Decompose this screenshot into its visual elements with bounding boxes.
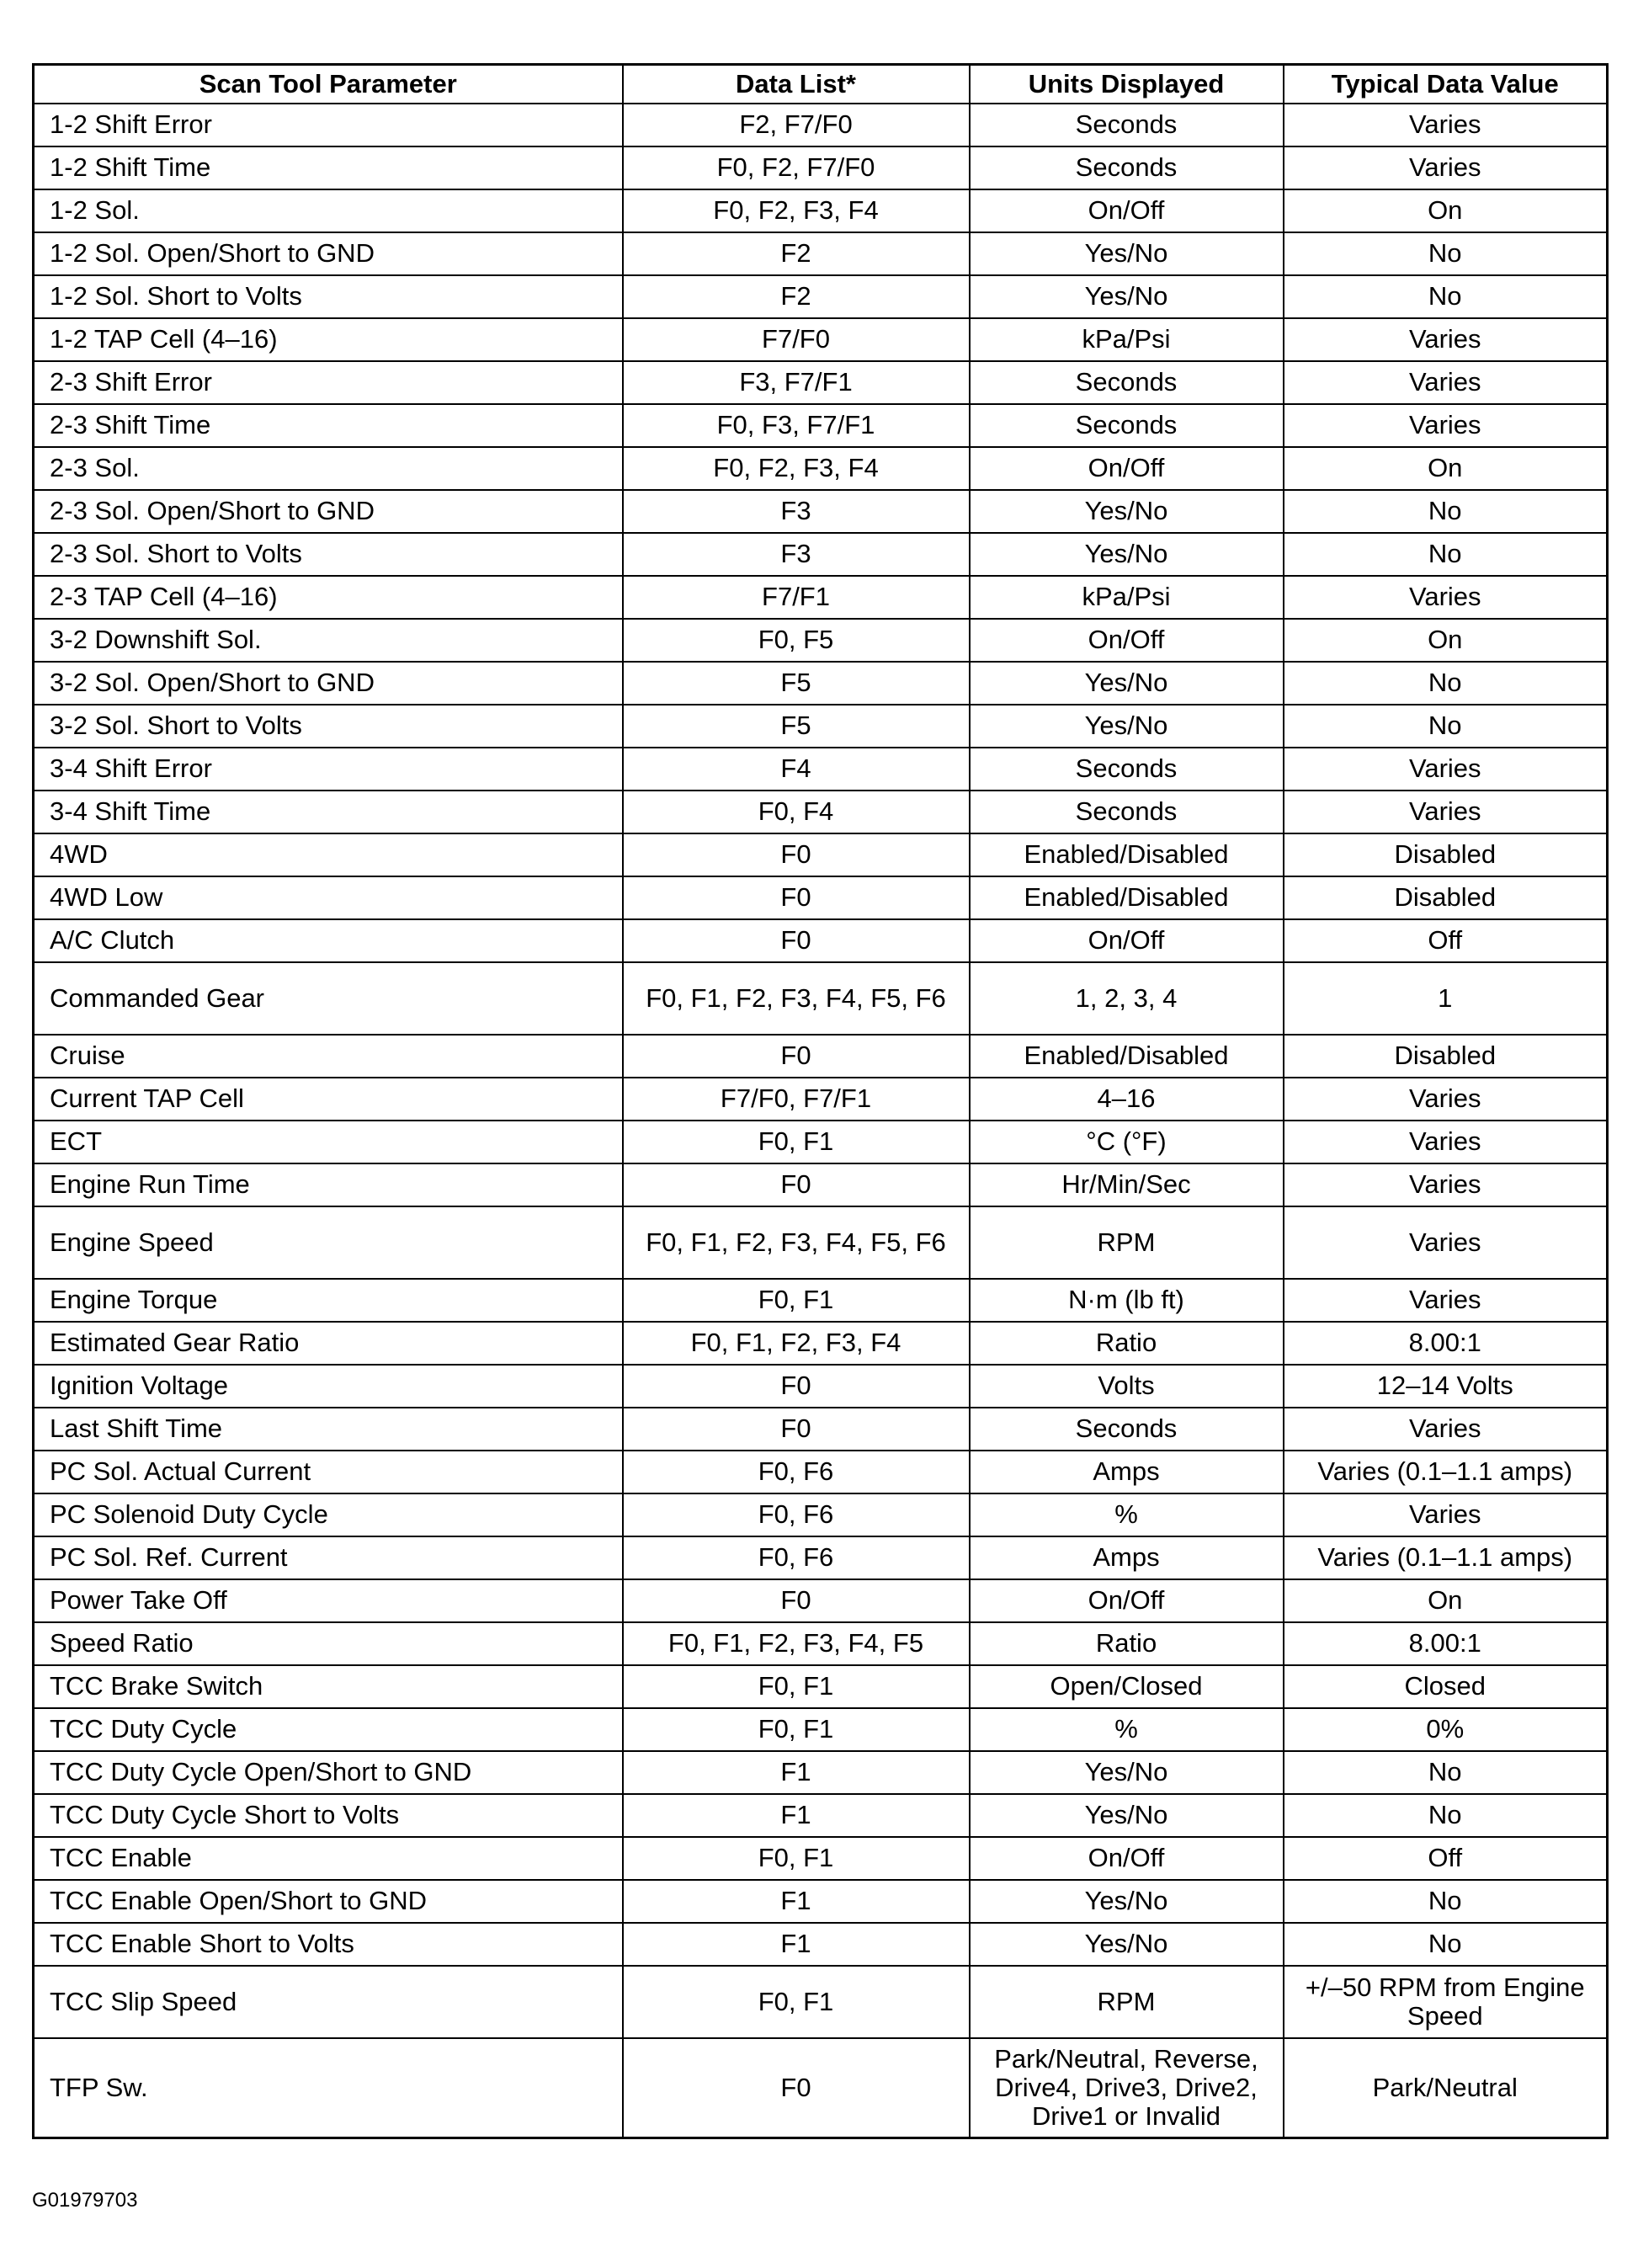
cell-units: Enabled/Disabled	[970, 833, 1284, 876]
cell-typical-value: Varies	[1284, 1279, 1608, 1322]
cell-units: %	[970, 1708, 1284, 1751]
cell-typical-value: Varies (0.1–1.1 amps)	[1284, 1536, 1608, 1579]
cell-data-list: F0	[623, 919, 970, 962]
cell-typical-value: Varies	[1284, 576, 1608, 619]
cell-typical-value: 12–14 Volts	[1284, 1365, 1608, 1408]
cell-typical-value: Disabled	[1284, 876, 1608, 919]
cell-units: 1, 2, 3, 4	[970, 962, 1284, 1035]
cell-units: Yes/No	[970, 533, 1284, 576]
cell-data-list: F2	[623, 275, 970, 318]
cell-parameter: 3-4 Shift Error	[34, 748, 623, 791]
cell-typical-value: No	[1284, 1923, 1608, 1966]
cell-typical-value: 8.00:1	[1284, 1322, 1608, 1365]
cell-typical-value: 8.00:1	[1284, 1622, 1608, 1665]
cell-data-list: F0, F1, F2, F3, F4, F5, F6	[623, 962, 970, 1035]
cell-data-list: F1	[623, 1794, 970, 1837]
cell-units: Yes/No	[970, 1880, 1284, 1923]
cell-parameter: Cruise	[34, 1035, 623, 1078]
cell-data-list: F7/F0	[623, 318, 970, 361]
cell-typical-value: Varies	[1284, 361, 1608, 404]
table-row	[34, 919, 1608, 962]
cell-units: N·m (lb ft)	[970, 1279, 1284, 1322]
table-row	[34, 1408, 1608, 1451]
cell-typical-value: No	[1284, 232, 1608, 275]
cell-typical-value: No	[1284, 1751, 1608, 1794]
table-row	[34, 791, 1608, 833]
cell-units: Yes/No	[970, 1923, 1284, 1966]
cell-typical-value: Closed	[1284, 1665, 1608, 1708]
table-row	[34, 619, 1608, 662]
table-row	[34, 1451, 1608, 1493]
cell-units: Yes/No	[970, 275, 1284, 318]
cell-parameter: Commanded Gear	[34, 962, 623, 1035]
cell-parameter: 1-2 Shift Error	[34, 104, 623, 146]
cell-data-list: F1	[623, 1923, 970, 1966]
cell-typical-value: No	[1284, 1880, 1608, 1923]
header-units-displayed: Units Displayed	[970, 65, 1284, 104]
cell-data-list: F3, F7/F1	[623, 361, 970, 404]
cell-data-list: F0	[623, 876, 970, 919]
cell-parameter: A/C Clutch	[34, 919, 623, 962]
cell-data-list: F0, F1	[623, 1279, 970, 1322]
table-row	[34, 576, 1608, 619]
cell-data-list: F0	[623, 1408, 970, 1451]
cell-typical-value: Varies	[1284, 1493, 1608, 1536]
cell-data-list: F0, F6	[623, 1536, 970, 1579]
table-row	[34, 490, 1608, 533]
figure-id-caption: G01979703	[32, 2189, 138, 2212]
table-row	[34, 2038, 1608, 2138]
cell-parameter: Engine Torque	[34, 1279, 623, 1322]
cell-units: On/Off	[970, 619, 1284, 662]
cell-parameter: 3-4 Shift Time	[34, 791, 623, 833]
table-row	[34, 1579, 1608, 1622]
table-row	[34, 1322, 1608, 1365]
cell-parameter: Speed Ratio	[34, 1622, 623, 1665]
cell-typical-value: 1	[1284, 962, 1608, 1035]
cell-typical-value: Varies	[1284, 104, 1608, 146]
cell-units: kPa/Psi	[970, 318, 1284, 361]
cell-parameter: 4WD Low	[34, 876, 623, 919]
cell-units: Hr/Min/Sec	[970, 1163, 1284, 1206]
cell-parameter: 1-2 Sol.	[34, 189, 623, 232]
cell-data-list: F0	[623, 1579, 970, 1622]
cell-parameter: 3-2 Sol. Short to Volts	[34, 705, 623, 748]
cell-parameter: 2-3 Shift Error	[34, 361, 623, 404]
table-row	[34, 1536, 1608, 1579]
cell-parameter: TCC Enable Open/Short to GND	[34, 1880, 623, 1923]
cell-units: Amps	[970, 1451, 1284, 1493]
cell-typical-value: No	[1284, 490, 1608, 533]
cell-parameter: TCC Slip Speed	[34, 1966, 623, 2038]
cell-parameter: ECT	[34, 1121, 623, 1163]
cell-data-list: F0, F6	[623, 1493, 970, 1536]
table-row	[34, 533, 1608, 576]
cell-units: On/Off	[970, 919, 1284, 962]
table-row	[34, 447, 1608, 490]
cell-data-list: F0	[623, 1035, 970, 1078]
table-row	[34, 1622, 1608, 1665]
table-row	[34, 275, 1608, 318]
cell-units: kPa/Psi	[970, 576, 1284, 619]
cell-units: Seconds	[970, 791, 1284, 833]
cell-units: On/Off	[970, 189, 1284, 232]
cell-parameter: Ignition Voltage	[34, 1365, 623, 1408]
cell-parameter: 1-2 Shift Time	[34, 146, 623, 189]
header-data-list: Data List*	[623, 65, 970, 104]
header-typical-data-value: Typical Data Value	[1284, 65, 1608, 104]
cell-parameter: Engine Run Time	[34, 1163, 623, 1206]
cell-data-list: F0, F6	[623, 1451, 970, 1493]
cell-data-list: F0	[623, 1163, 970, 1206]
table-row	[34, 1665, 1608, 1708]
cell-parameter: PC Solenoid Duty Cycle	[34, 1493, 623, 1536]
cell-typical-value: Varies	[1284, 1163, 1608, 1206]
cell-data-list: F0, F5	[623, 619, 970, 662]
cell-units: Park/Neutral, Reverse, Drive4, Drive3, Drive2, Drive1 or Invalid	[970, 2038, 1284, 2138]
cell-typical-value: +/–50 RPM from Engine Speed	[1284, 1966, 1608, 2038]
table-header-row	[34, 65, 1608, 104]
cell-data-list: F0, F1, F2, F3, F4, F5	[623, 1622, 970, 1665]
cell-units: Seconds	[970, 748, 1284, 791]
table-row	[34, 232, 1608, 275]
cell-typical-value: No	[1284, 533, 1608, 576]
cell-units: Yes/No	[970, 490, 1284, 533]
table-body	[34, 104, 1608, 2138]
cell-units: Yes/No	[970, 705, 1284, 748]
table-row	[34, 1206, 1608, 1279]
header-scan-tool-parameter: Scan Tool Parameter	[34, 65, 623, 104]
cell-units: Yes/No	[970, 232, 1284, 275]
cell-data-list: F0	[623, 2038, 970, 2138]
cell-data-list: F0, F1	[623, 1121, 970, 1163]
cell-data-list: F0, F1, F2, F3, F4	[623, 1322, 970, 1365]
cell-units: Enabled/Disabled	[970, 876, 1284, 919]
table-row	[34, 1279, 1608, 1322]
cell-data-list: F5	[623, 662, 970, 705]
cell-parameter: 4WD	[34, 833, 623, 876]
cell-data-list: F0, F1	[623, 1966, 970, 2038]
table-row	[34, 361, 1608, 404]
table-row	[34, 705, 1608, 748]
cell-parameter: 1-2 TAP Cell (4–16)	[34, 318, 623, 361]
cell-parameter: Last Shift Time	[34, 1408, 623, 1451]
cell-typical-value: Varies	[1284, 791, 1608, 833]
table-row	[34, 1365, 1608, 1408]
scan-tool-parameter-table	[32, 63, 1609, 2139]
table-row	[34, 1078, 1608, 1121]
cell-typical-value: Disabled	[1284, 1035, 1608, 1078]
cell-typical-value: No	[1284, 662, 1608, 705]
cell-typical-value: On	[1284, 447, 1608, 490]
cell-typical-value: Varies	[1284, 146, 1608, 189]
cell-data-list: F0	[623, 833, 970, 876]
cell-units: On/Off	[970, 447, 1284, 490]
cell-data-list: F0, F2, F3, F4	[623, 447, 970, 490]
cell-data-list: F0, F1	[623, 1665, 970, 1708]
table-row	[34, 404, 1608, 447]
cell-units: On/Off	[970, 1579, 1284, 1622]
cell-parameter: 2-3 Sol. Short to Volts	[34, 533, 623, 576]
table-row	[34, 833, 1608, 876]
cell-typical-value: Varies	[1284, 748, 1608, 791]
cell-data-list: F3	[623, 533, 970, 576]
cell-typical-value: On	[1284, 189, 1608, 232]
cell-data-list: F0	[623, 1365, 970, 1408]
cell-data-list: F2	[623, 232, 970, 275]
cell-data-list: F1	[623, 1880, 970, 1923]
cell-parameter: TCC Enable Short to Volts	[34, 1923, 623, 1966]
cell-parameter: PC Sol. Ref. Current	[34, 1536, 623, 1579]
table-row	[34, 1163, 1608, 1206]
cell-data-list: F3	[623, 490, 970, 533]
cell-typical-value: Disabled	[1284, 833, 1608, 876]
cell-units: Seconds	[970, 1408, 1284, 1451]
cell-units: %	[970, 1493, 1284, 1536]
cell-data-list: F0, F2, F7/F0	[623, 146, 970, 189]
table-row	[34, 748, 1608, 791]
cell-units: Seconds	[970, 146, 1284, 189]
cell-parameter: 1-2 Sol. Open/Short to GND	[34, 232, 623, 275]
cell-typical-value: Varies	[1284, 318, 1608, 361]
table-row	[34, 1708, 1608, 1751]
cell-units: Seconds	[970, 104, 1284, 146]
cell-data-list: F0, F3, F7/F1	[623, 404, 970, 447]
cell-parameter: Estimated Gear Ratio	[34, 1322, 623, 1365]
cell-data-list: F0, F4	[623, 791, 970, 833]
cell-units: 4–16	[970, 1078, 1284, 1121]
cell-data-list: F4	[623, 748, 970, 791]
cell-data-list: F7/F0, F7/F1	[623, 1078, 970, 1121]
cell-typical-value: Varies	[1284, 1206, 1608, 1279]
cell-typical-value: Off	[1284, 1837, 1608, 1880]
cell-parameter: 2-3 Sol. Open/Short to GND	[34, 490, 623, 533]
cell-units: On/Off	[970, 1837, 1284, 1880]
cell-units: Ratio	[970, 1622, 1284, 1665]
cell-units: Ratio	[970, 1322, 1284, 1365]
cell-typical-value: Varies	[1284, 404, 1608, 447]
cell-data-list: F0, F1, F2, F3, F4, F5, F6	[623, 1206, 970, 1279]
cell-parameter: 2-3 Sol.	[34, 447, 623, 490]
table-row	[34, 662, 1608, 705]
cell-parameter: TCC Duty Cycle Open/Short to GND	[34, 1751, 623, 1794]
table-row	[34, 104, 1608, 146]
cell-parameter: 3-2 Sol. Open/Short to GND	[34, 662, 623, 705]
cell-parameter: 3-2 Downshift Sol.	[34, 619, 623, 662]
cell-data-list: F0, F1	[623, 1708, 970, 1751]
table-row	[34, 1880, 1608, 1923]
table-row	[34, 1751, 1608, 1794]
cell-units: Seconds	[970, 404, 1284, 447]
cell-typical-value: On	[1284, 619, 1608, 662]
cell-typical-value: Varies (0.1–1.1 amps)	[1284, 1451, 1608, 1493]
cell-parameter: TFP Sw.	[34, 2038, 623, 2138]
table-row	[34, 1794, 1608, 1837]
table-row	[34, 962, 1608, 1035]
cell-parameter: TCC Brake Switch	[34, 1665, 623, 1708]
cell-units: °C (°F)	[970, 1121, 1284, 1163]
cell-units: Volts	[970, 1365, 1284, 1408]
cell-units: Enabled/Disabled	[970, 1035, 1284, 1078]
cell-typical-value: No	[1284, 275, 1608, 318]
cell-typical-value: Off	[1284, 919, 1608, 962]
cell-data-list: F0, F1	[623, 1837, 970, 1880]
cell-data-list: F5	[623, 705, 970, 748]
cell-data-list: F2, F7/F0	[623, 104, 970, 146]
table-row	[34, 1837, 1608, 1880]
cell-typical-value: Varies	[1284, 1121, 1608, 1163]
cell-parameter: 1-2 Sol. Short to Volts	[34, 275, 623, 318]
cell-parameter: Power Take Off	[34, 1579, 623, 1622]
cell-parameter: Current TAP Cell	[34, 1078, 623, 1121]
table-row	[34, 318, 1608, 361]
cell-data-list: F1	[623, 1751, 970, 1794]
cell-units: Yes/No	[970, 1794, 1284, 1837]
cell-units: Yes/No	[970, 662, 1284, 705]
table-row	[34, 1121, 1608, 1163]
table-row	[34, 146, 1608, 189]
table-row	[34, 1923, 1608, 1966]
cell-typical-value: Park/Neutral	[1284, 2038, 1608, 2138]
cell-typical-value: Varies	[1284, 1078, 1608, 1121]
cell-data-list: F7/F1	[623, 576, 970, 619]
cell-typical-value: 0%	[1284, 1708, 1608, 1751]
cell-units: Yes/No	[970, 1751, 1284, 1794]
cell-parameter: 2-3 TAP Cell (4–16)	[34, 576, 623, 619]
table-row	[34, 1966, 1608, 2038]
table-row	[34, 1035, 1608, 1078]
cell-units: RPM	[970, 1966, 1284, 2038]
table-row	[34, 189, 1608, 232]
cell-parameter: Engine Speed	[34, 1206, 623, 1279]
cell-parameter: PC Sol. Actual Current	[34, 1451, 623, 1493]
cell-typical-value: On	[1284, 1579, 1608, 1622]
table-row	[34, 876, 1608, 919]
cell-data-list: F0, F2, F3, F4	[623, 189, 970, 232]
cell-typical-value: No	[1284, 1794, 1608, 1837]
cell-parameter: TCC Duty Cycle	[34, 1708, 623, 1751]
cell-parameter: TCC Enable	[34, 1837, 623, 1880]
cell-units: Seconds	[970, 361, 1284, 404]
cell-parameter: 2-3 Shift Time	[34, 404, 623, 447]
cell-typical-value: No	[1284, 705, 1608, 748]
cell-units: Open/Closed	[970, 1665, 1284, 1708]
cell-units: RPM	[970, 1206, 1284, 1279]
cell-units: Amps	[970, 1536, 1284, 1579]
cell-parameter: TCC Duty Cycle Short to Volts	[34, 1794, 623, 1837]
table-row	[34, 1493, 1608, 1536]
cell-typical-value: Varies	[1284, 1408, 1608, 1451]
